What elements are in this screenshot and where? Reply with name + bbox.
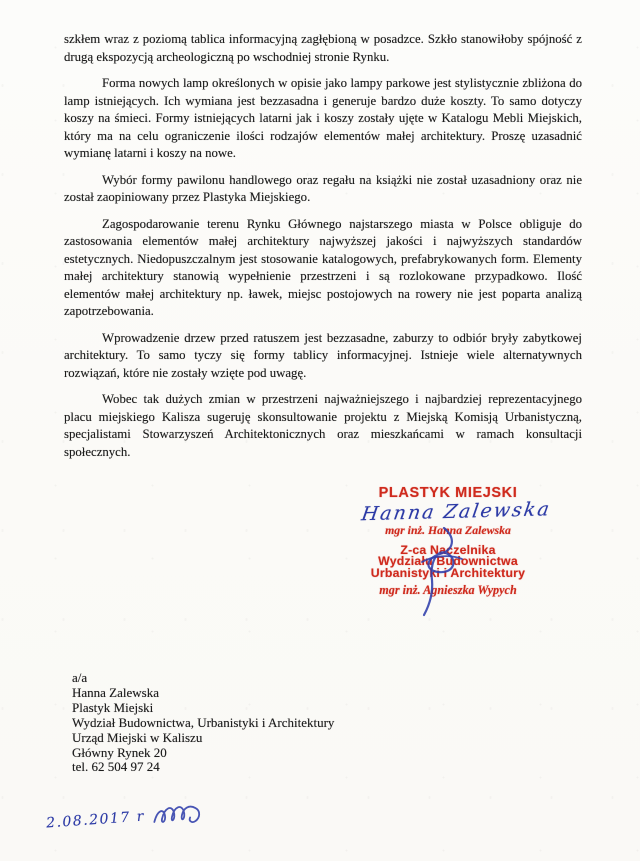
paragraph: Forma nowych lamp określonych w opisie jako lampy parkowe jest stylistycznie zbliżona do lamp istniejących. Ich wymiana jest bezzasadna i generuje bardzo duże koszty. To samo dotyczy koszy na śmieci. Formy istniejących latarni jak i koszy zostały ujęte w Katalogu Mebli Miejskich, który ma na celu ograniczenie ilości rodzajów elementów małej architektury. Proszę uzasadnić wymianę latarni i koszy na nowe. bbox=[64, 76, 582, 160]
footer-line: Wydział Budownictwa, Urbanistyki i Architektury bbox=[72, 714, 335, 730]
stamp-naczelnik-line: Z-ca Naczelnika bbox=[400, 543, 496, 557]
signature-stamp-block bbox=[359, 485, 553, 597]
handwritten-date-text: 2.08.2017 r bbox=[45, 808, 146, 832]
paragraph: Zagospodarowanie terenu Rynku Głównego najstarszego miasta w Polsce obliguje do zastosowania elementów małej architektury najwyższej jakości i najwyższych standardów estetycznych. Niedopuszczalnym jest stosowanie katalogowych, prefabrykowanych form. Elementy małej architektury stanowią wypełnienie przestrzeni i są rozlokowane przypadkowo. Ilość elementów małej architektury np. ławek, miejsc postojowych na rowery nie jest poparta analizą zapotrzebowania. bbox=[64, 216, 582, 318]
stamp-naczelnik-name-line: mgr inż. Agnieszka Wypych bbox=[379, 582, 517, 597]
stamp-plastyk-miejski-title: PLASTYK MIEJSKI bbox=[378, 485, 518, 501]
footer-line: Główny Rynek 20 bbox=[72, 744, 167, 760]
footer-line: a/a bbox=[72, 670, 88, 685]
stamp-plastyk-name-line: mgr inż. Hanna Zalewska bbox=[385, 523, 511, 537]
date-paraph-icon bbox=[151, 801, 205, 829]
stamp-naczelnik-line: Wydziału Budownictwa bbox=[378, 554, 518, 569]
letter-body bbox=[64, 31, 582, 470]
footer-line: Urząd Miejski w Kaliszu bbox=[72, 729, 203, 745]
stamp-naczelnik-line: Urbanistyki i Architektury bbox=[370, 565, 526, 580]
paragraph: Wybór formy pawilonu handlowego oraz regału na książki nie został uzasadniony oraz nie został zaopiniowany przez Plastyka Miejskiego. bbox=[64, 172, 582, 204]
footer-contact-block bbox=[72, 671, 334, 775]
stamp-naczelnik bbox=[362, 545, 534, 579]
handwritten-signature-hanna-zalewska: Hanna Zalewska bbox=[359, 498, 553, 526]
paragraph: szkłem wraz z poziomą tablica informacyjną zagłębioną w posadzce. Szkło stanowiłoby spójność z drugą ekspozycją archeologiczną po wschodniej stronie Rynku. bbox=[64, 32, 582, 64]
footer-line: Hanna Zalewska bbox=[72, 684, 159, 700]
footer-line: Plastyk Miejski bbox=[72, 699, 154, 715]
paragraph: Wobec tak dużych zmian w przestrzeni najważniejszego i najbardziej reprezentacyjnego placu miejskiego Kalisza sugeruję skonsultowanie projektu z Miejską Komisją Urbanistyczną, specjalistami Stowarzyszeń Architektonicznych oraz mieszkańcami w ramach konsultacji społecznych. bbox=[64, 392, 582, 459]
paragraph: Wprowadzenie drzew przed ratuszem jest bezzasadne, zaburzy to odbiór bryły zabytkowej architektury. To samo tyczy się formy tablicy informacyjnej. Istnieje wiele alternatywnych rozwiązań, które nie zostały wzięte pod uwagę. bbox=[64, 330, 582, 380]
handwritten-date-note bbox=[45, 801, 204, 836]
footer-line: tel. 62 504 97 24 bbox=[72, 759, 160, 775]
